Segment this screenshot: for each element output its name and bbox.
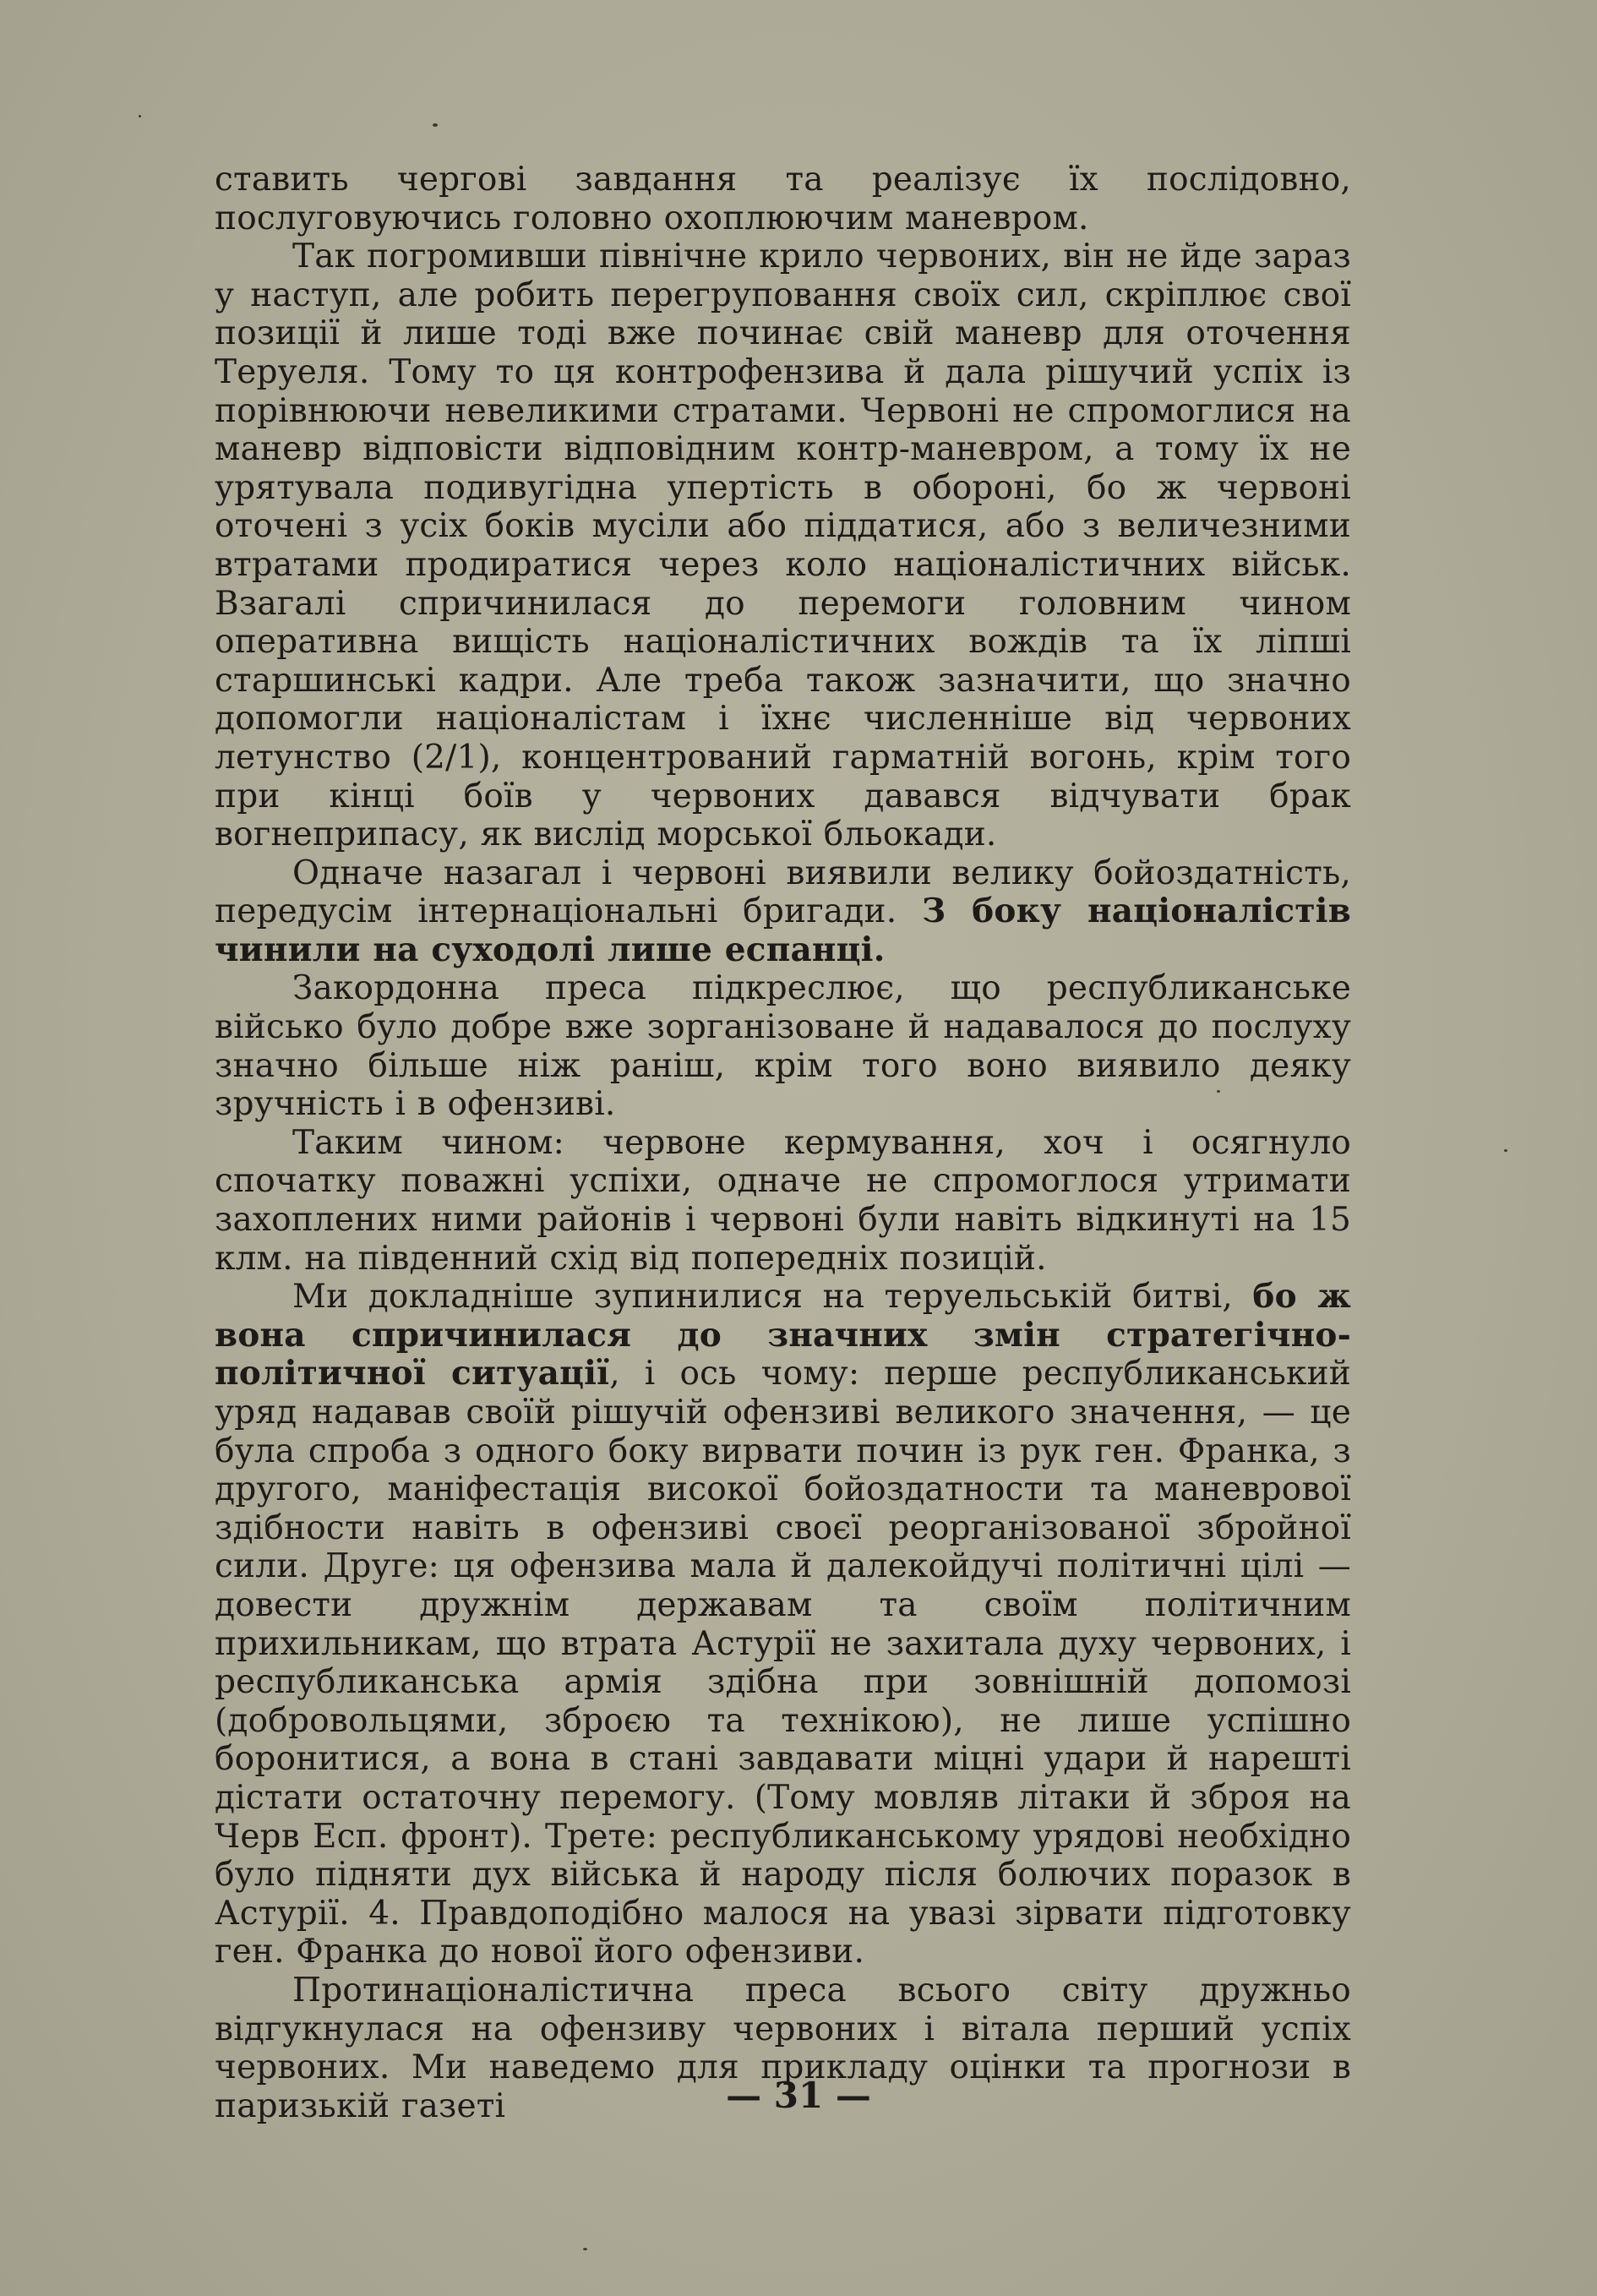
text-run: Закордонна преса підкреслює, що республиканське військо було добре вже зорганізоване й надавалося до послуху значно більше ніж раніш, крім того воно виявило деяку зручність і в офензиві. <box>215 969 1351 1124</box>
ink-speck <box>583 2248 587 2250</box>
text-run: , і ось чому: перше республиканський уряд надавав своїй рішучій офензиві великого значення, — це була спроба з одного боку вирвати почин із рук ген. Франка, з другого, маніфестація високої бойоздатности та маневрової здібности навіть в офензиві своєї реорганізованої збройної сили. Друге: ця офензива мала й далекойдучі політичні цілі — довести дружнім державам та своїм політичним прихильникам, що втрата Астурії не захитала духу червоних, і республиканська армія здібна при зовнішній допомозі (добровольцями, зброєю та технікою), не лише успішно боронитися, а вона в стані завдавати міцні удари й нарешті дістати остаточну перемогу. (Тому мовляв літаки й зброя на Черв Есп. фронт). Трете: республиканському урядові необхідно було підняти дух війська й народу після болючих поразок в Астурії. 4. Правдоподібно малося на увазі зірвати підготовку ген. Франка до нової його офензиви. <box>215 1355 1351 1972</box>
bold-text-run: бо ж вона спричинилася до значних змін стратегічно-політичної ситуації <box>215 1277 1351 1393</box>
text-run: Протинаціоналістична преса всього світу дружньо відгукнулася на офензиву червоних і вітала перший успіх червоних. Ми наведемо для прикладу оцінки та прогнози в паризькій газеті <box>215 1971 1351 2125</box>
text-run: ставить чергові завдання та реалізує їх послідовно, послуговуючись головно охоплюючим маневром. <box>215 161 1351 237</box>
text-run: Одначе назагал і червоні виявили велику бойоздатність, передусім інтернаціональні бригади. <box>215 854 1351 931</box>
bold-text-run: З боку націоналістів чинили на суходолі лише еспанці. <box>215 892 1351 969</box>
paragraph <box>215 1278 1351 1972</box>
paragraph <box>215 969 1351 1123</box>
body-text <box>215 161 1351 2125</box>
page-number: — 31 — <box>726 2075 871 2116</box>
text-run: Ми докладніше зупинилися на теруельській битві, <box>292 1278 1253 1317</box>
paragraph <box>215 1124 1351 1278</box>
text-run: Таким чином: червоне кермування, хоч і осягнуло спочатку поважні успіхи, одначе не спромоглося утримати захоплених ними районів і червоні були навіть відкинуті на 15 клм. на південний схід від попередніх позицій. <box>215 1123 1351 1278</box>
paragraph <box>215 854 1351 970</box>
ink-speck <box>139 115 141 117</box>
paragraph <box>215 161 1351 237</box>
paragraph <box>215 237 1351 854</box>
ink-speck <box>1504 1149 1507 1152</box>
ink-speck <box>433 123 438 127</box>
text-run: Так погромивши північне крило червоних, він не йде зараз у наступ, але робить перегруповання своїх сил, скріплює свої позиції й лише тоді вже починає свій маневр для оточення Теруеля. Тому то ця контрофензива й дала рішучий успіх із порівнюючи невеликими стратами. Червоні не спромоглися на маневр відповісти відповідним контр-маневром, а тому їх не урятувала подивугідна упертість в обороні, бо ж червоні оточені з усіх боків мусіли або піддатися, або з величезними втратами продиратися через коло націоналістичних військ. Взагалі спричинилася до перемоги головним чином оперативна вищість націоналістичних вождів та їх ліпші старшинські кадри. Але треба також зазначити, що значно допомогли націоналістам і їхнє численніше від червоних летунство (2/1), концентрований гарматній вогонь, крім того при кінці боїв у червоних давався відчувати брак вогнеприпасу, як вислід морської бльокади. <box>215 237 1351 854</box>
